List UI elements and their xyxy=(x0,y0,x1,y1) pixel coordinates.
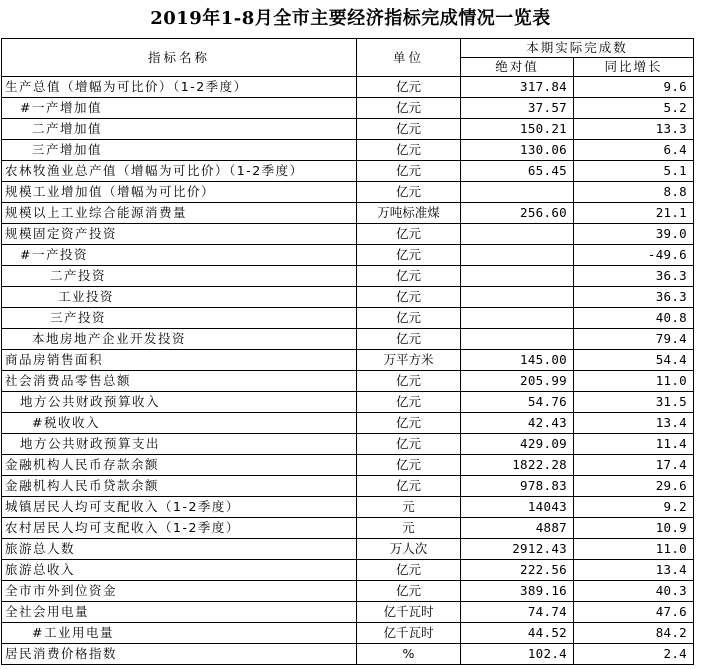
indicator-name-cell: 地方公共财政预算收入 xyxy=(2,392,357,413)
indicator-name-cell: #一产增加值 xyxy=(2,98,357,119)
indicator-name-cell: #工业用电量 xyxy=(2,623,357,644)
table-row xyxy=(2,644,694,665)
indicator-name-cell: 地方公共财政预算支出 xyxy=(2,434,357,455)
table-row xyxy=(2,455,694,476)
unit-cell: 亿元 xyxy=(357,119,461,140)
unit-cell: 亿千瓦时 xyxy=(357,602,461,623)
table-row xyxy=(2,98,694,119)
table-row xyxy=(2,476,694,497)
indicator-name-cell: 城镇居民人均可支配收入（1-2季度） xyxy=(2,497,357,518)
absolute-value-cell xyxy=(461,266,574,287)
unit-cell: % xyxy=(357,644,461,665)
indicator-name-cell: 规模固定资产投资 xyxy=(2,224,357,245)
indicator-name-cell: 金融机构人民币贷款余额 xyxy=(2,476,357,497)
unit-cell: 亿元 xyxy=(357,266,461,287)
indicator-name-cell: 商品房销售面积 xyxy=(2,350,357,371)
unit-cell: 亿元 xyxy=(357,413,461,434)
table-row xyxy=(2,581,694,602)
table-row xyxy=(2,119,694,140)
growth-cell: 2.4 xyxy=(574,644,694,665)
growth-cell: 11.0 xyxy=(574,539,694,560)
unit-cell: 亿元 xyxy=(357,434,461,455)
page-title: 2019年1-8月全市主要经济指标完成情况一览表 xyxy=(150,8,551,29)
indicator-name-cell: 工业投资 xyxy=(2,287,357,308)
indicator-name-cell: 旅游总收入 xyxy=(2,560,357,581)
growth-cell: 11.0 xyxy=(574,371,694,392)
table-header xyxy=(2,39,694,77)
unit-cell: 亿元 xyxy=(357,98,461,119)
absolute-value-cell: 44.52 xyxy=(461,623,574,644)
table-row xyxy=(2,224,694,245)
growth-cell: 13.4 xyxy=(574,413,694,434)
growth-cell: 39.0 xyxy=(574,224,694,245)
absolute-value-cell xyxy=(461,308,574,329)
unit-cell: 亿元 xyxy=(357,560,461,581)
growth-cell: 9.2 xyxy=(574,497,694,518)
growth-cell: 5.1 xyxy=(574,161,694,182)
unit-cell: 亿元 xyxy=(357,392,461,413)
growth-cell: 10.9 xyxy=(574,518,694,539)
unit-cell: 亿元 xyxy=(357,371,461,392)
absolute-value-cell: 54.76 xyxy=(461,392,574,413)
indicator-name-cell: 规模以上工业综合能源消费量 xyxy=(2,203,357,224)
unit-cell: 万吨标准煤 xyxy=(357,203,461,224)
indicator-name-cell: 旅游总人数 xyxy=(2,539,357,560)
table-row xyxy=(2,623,694,644)
unit-cell: 亿元 xyxy=(357,182,461,203)
table-row xyxy=(2,266,694,287)
absolute-value-cell: 1822.28 xyxy=(461,455,574,476)
absolute-value-cell: 429.09 xyxy=(461,434,574,455)
unit-cell: 亿元 xyxy=(357,77,461,98)
table-row xyxy=(2,434,694,455)
table-row xyxy=(2,392,694,413)
table-row xyxy=(2,539,694,560)
header-indicator: 指标名称 xyxy=(2,39,357,77)
indicator-name-cell: 农村居民人均可支配收入（1-2季度） xyxy=(2,518,357,539)
growth-cell: 13.4 xyxy=(574,560,694,581)
indicator-name-cell: 农林牧渔业总产值（增幅为可比价）（1-2季度） xyxy=(2,161,357,182)
table-row xyxy=(2,287,694,308)
table-row xyxy=(2,77,694,98)
unit-cell: 亿元 xyxy=(357,287,461,308)
absolute-value-cell: 65.45 xyxy=(461,161,574,182)
absolute-value-cell: 14043 xyxy=(461,497,574,518)
growth-cell: 29.6 xyxy=(574,476,694,497)
header-absolute: 绝对值 xyxy=(461,58,574,77)
growth-cell: 54.4 xyxy=(574,350,694,371)
growth-cell: 6.4 xyxy=(574,140,694,161)
growth-cell: 13.3 xyxy=(574,119,694,140)
absolute-value-cell: 150.21 xyxy=(461,119,574,140)
absolute-value-cell xyxy=(461,182,574,203)
absolute-value-cell: 74.74 xyxy=(461,602,574,623)
unit-cell: 亿元 xyxy=(357,581,461,602)
growth-cell: 31.5 xyxy=(574,392,694,413)
absolute-value-cell: 317.84 xyxy=(461,77,574,98)
unit-cell: 亿千瓦时 xyxy=(357,623,461,644)
header-current-period: 本期实际完成数 xyxy=(461,39,694,58)
table-row xyxy=(2,497,694,518)
growth-cell: 79.4 xyxy=(574,329,694,350)
unit-cell: 元 xyxy=(357,497,461,518)
indicator-name-cell: 二产增加值 xyxy=(2,119,357,140)
growth-cell: 84.2 xyxy=(574,623,694,644)
growth-cell: 47.6 xyxy=(574,602,694,623)
table-row xyxy=(2,161,694,182)
indicator-name-cell: 本地房地产企业开发投资 xyxy=(2,329,357,350)
absolute-value-cell: 4887 xyxy=(461,518,574,539)
unit-cell: 亿元 xyxy=(357,224,461,245)
growth-cell: 17.4 xyxy=(574,455,694,476)
absolute-value-cell: 978.83 xyxy=(461,476,574,497)
absolute-value-cell: 222.56 xyxy=(461,560,574,581)
table-row xyxy=(2,203,694,224)
header-growth: 同比增长 xyxy=(574,58,694,77)
table-row xyxy=(2,518,694,539)
absolute-value-cell: 145.00 xyxy=(461,350,574,371)
growth-cell: 36.3 xyxy=(574,266,694,287)
unit-cell: 元 xyxy=(357,518,461,539)
table-row xyxy=(2,413,694,434)
absolute-value-cell: 42.43 xyxy=(461,413,574,434)
table-row xyxy=(2,350,694,371)
unit-cell: 亿元 xyxy=(357,161,461,182)
absolute-value-cell: 389.16 xyxy=(461,581,574,602)
absolute-value-cell: 2912.43 xyxy=(461,539,574,560)
table-row xyxy=(2,602,694,623)
growth-cell: 5.2 xyxy=(574,98,694,119)
absolute-value-cell xyxy=(461,329,574,350)
indicator-name-cell: 二产投资 xyxy=(2,266,357,287)
absolute-value-cell: 102.4 xyxy=(461,644,574,665)
unit-cell: 亿元 xyxy=(357,476,461,497)
absolute-value-cell: 37.57 xyxy=(461,98,574,119)
growth-cell: -49.6 xyxy=(574,245,694,266)
unit-cell: 亿元 xyxy=(357,140,461,161)
unit-cell: 万人次 xyxy=(357,539,461,560)
absolute-value-cell xyxy=(461,224,574,245)
table-row xyxy=(2,182,694,203)
absolute-value-cell: 130.06 xyxy=(461,140,574,161)
indicator-name-cell: 居民消费价格指数 xyxy=(2,644,357,665)
table-row xyxy=(2,329,694,350)
unit-cell: 亿元 xyxy=(357,245,461,266)
indicator-table xyxy=(1,38,694,665)
indicator-name-cell: 社会消费品零售总额 xyxy=(2,371,357,392)
table-row xyxy=(2,308,694,329)
header-unit: 单位 xyxy=(357,39,461,77)
absolute-value-cell xyxy=(461,287,574,308)
absolute-value-cell: 205.99 xyxy=(461,371,574,392)
unit-cell: 亿元 xyxy=(357,329,461,350)
indicator-name-cell: 规模工业增加值（增幅为可比价） xyxy=(2,182,357,203)
growth-cell: 21.1 xyxy=(574,203,694,224)
indicator-name-cell: 三产增加值 xyxy=(2,140,357,161)
indicator-name-cell: 全市市外到位资金 xyxy=(2,581,357,602)
growth-cell: 40.8 xyxy=(574,308,694,329)
absolute-value-cell xyxy=(461,245,574,266)
indicator-name-cell: #税收收入 xyxy=(2,413,357,434)
growth-cell: 36.3 xyxy=(574,287,694,308)
table-body xyxy=(2,77,694,665)
unit-cell: 亿元 xyxy=(357,455,461,476)
growth-cell: 40.3 xyxy=(574,581,694,602)
indicator-name-cell: 生产总值（增幅为可比价）（1-2季度） xyxy=(2,77,357,98)
indicator-name-cell: 金融机构人民币存款余额 xyxy=(2,455,357,476)
unit-cell: 亿元 xyxy=(357,308,461,329)
growth-cell: 8.8 xyxy=(574,182,694,203)
table-row xyxy=(2,371,694,392)
table-row xyxy=(2,140,694,161)
growth-cell: 11.4 xyxy=(574,434,694,455)
unit-cell: 万平方米 xyxy=(357,350,461,371)
table-row xyxy=(2,560,694,581)
indicator-name-cell: #一产投资 xyxy=(2,245,357,266)
absolute-value-cell: 256.60 xyxy=(461,203,574,224)
table-row xyxy=(2,245,694,266)
indicator-name-cell: 全社会用电量 xyxy=(2,602,357,623)
growth-cell: 9.6 xyxy=(574,77,694,98)
indicator-name-cell: 三产投资 xyxy=(2,308,357,329)
